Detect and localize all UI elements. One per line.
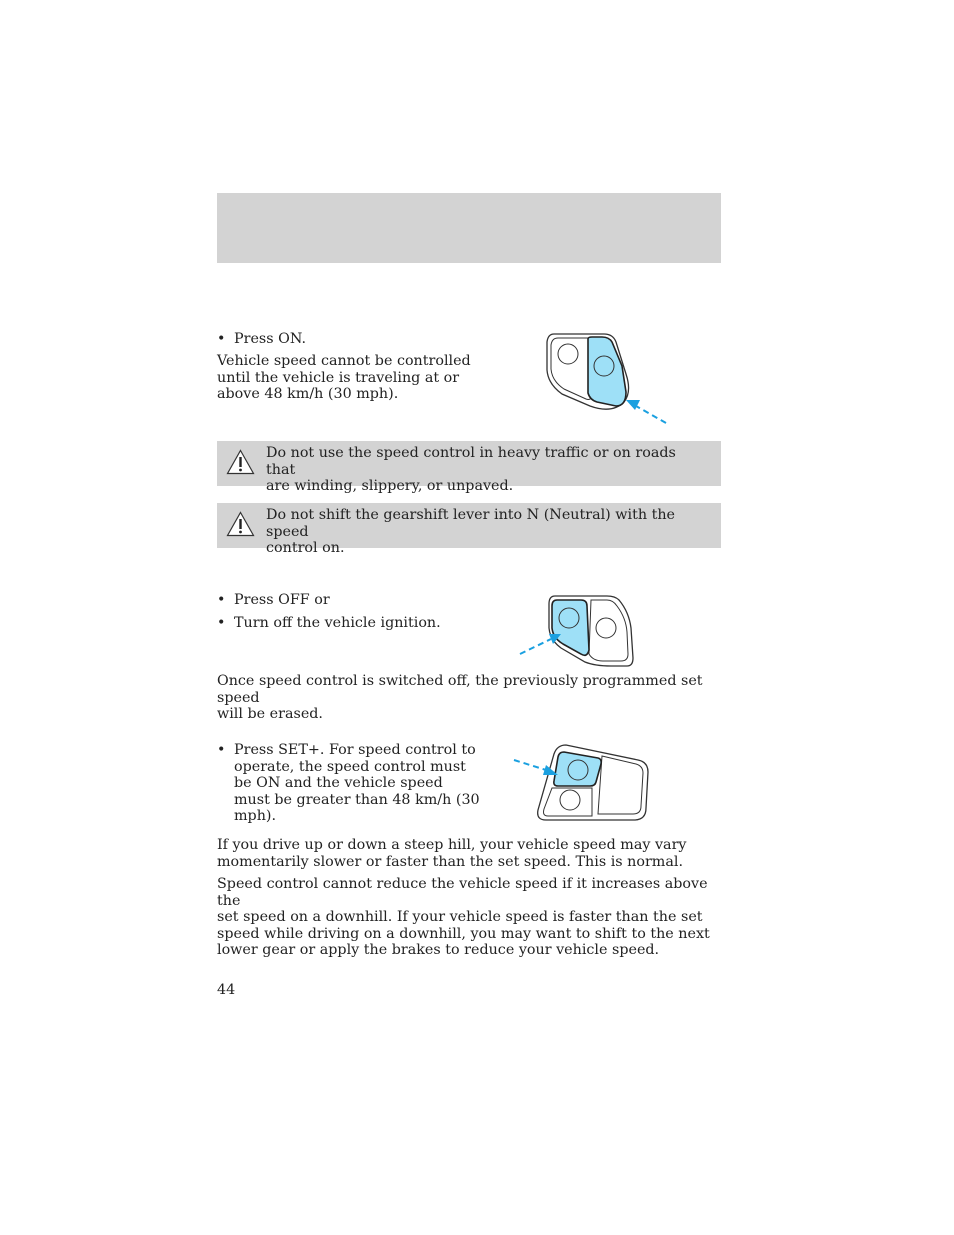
warning-box-heavy-traffic: Do not use the speed control in heavy traffic or on roads that are winding, slippery, or unpaved. — [217, 441, 721, 486]
warning-triangle-icon — [226, 449, 255, 475]
off-button-illustration — [515, 592, 637, 670]
page-number: 44 — [217, 982, 236, 998]
off-paragraph: Once speed control is switched off, the previously programmed set speed will be erased. — [217, 673, 703, 722]
bullet-press-set: • Press SET+. For speed control to operate, the speed control must be ON and the vehicle speed must be greater than 48 km/h (30 mph). — [217, 742, 480, 824]
bullet-press-on: • Press ON. — [217, 331, 306, 347]
on-button-illustration — [540, 328, 670, 428]
set-button-illustration — [510, 742, 655, 824]
warning-triangle-icon — [226, 511, 255, 537]
set-paragraph-hill: If you drive up or down a steep hill, your vehicle speed may vary momentarily slower or faster than the set speed. This is normal. — [217, 837, 687, 870]
bullet-press-off: • Press OFF or — [217, 592, 330, 608]
header-band — [217, 193, 721, 263]
set-paragraph-downhill: Speed control cannot reduce the vehicle speed if it increases above the set speed on a downhill. If your vehicle speed is faster than the set speed while driving on a downhill, you may want to shift to the next lower gear or apply the brakes to reduce your vehicle speed. — [217, 876, 710, 958]
bullet-turn-off-ignition: • Turn off the vehicle ignition. — [217, 615, 441, 631]
warning-box-neutral: Do not shift the gearshift lever into N (Neutral) with the speed control on. — [217, 503, 721, 548]
on-paragraph: Vehicle speed cannot be controlled until the vehicle is traveling at or above 48 km/h (30 mph). — [217, 353, 471, 402]
